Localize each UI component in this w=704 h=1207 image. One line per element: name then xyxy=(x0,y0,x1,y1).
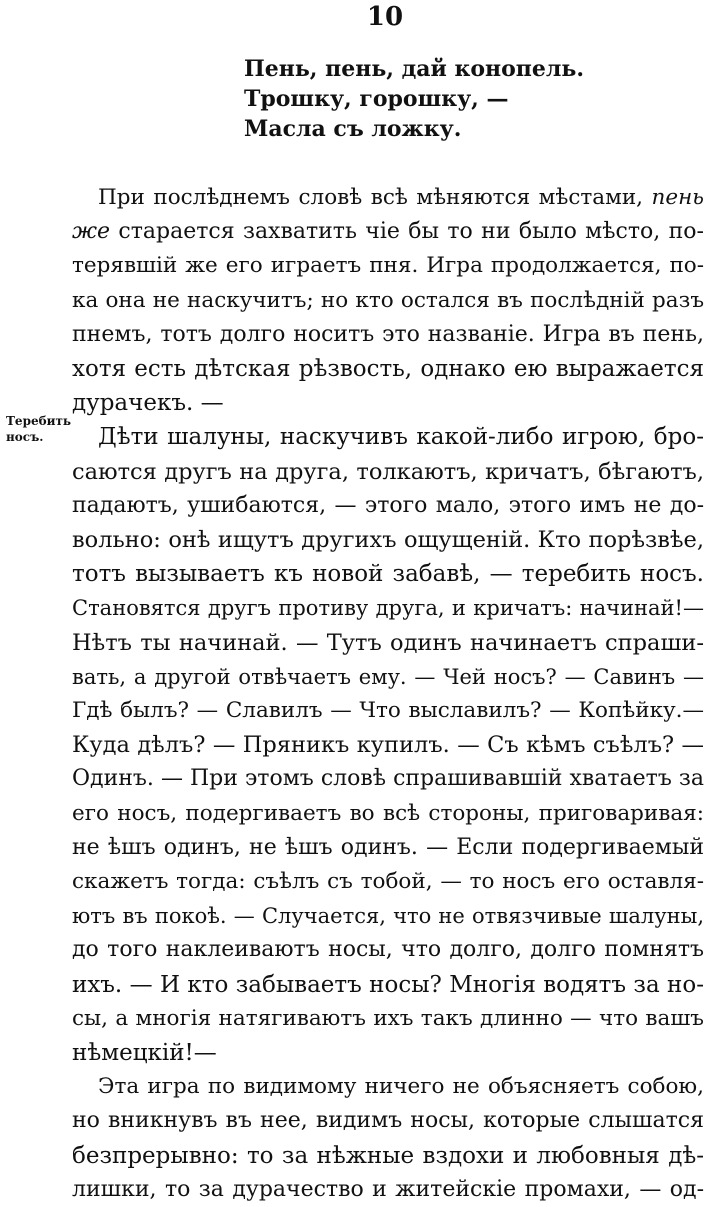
text-line: тотъ вызываетъ къ новой забавѣ, — теребить носъ. xyxy=(72,561,704,588)
text-line: скажетъ тогда: съѣлъ съ тобой, — то носъ его оставля- xyxy=(72,869,704,895)
text-line: ихъ. — И кто забываетъ носы? Многія водятъ за но- xyxy=(72,971,704,998)
text-line: пнемъ, тотъ долго носитъ это названіе. Игра въ пень, xyxy=(72,321,704,347)
text-line: дурачекъ. — xyxy=(72,390,224,417)
text-line: саются другъ на друга, толкаютъ, кричатъ, бѣгаютъ, xyxy=(72,458,704,485)
verse-line: Масла съ ложку. xyxy=(244,116,462,142)
text-line: нѣмецкій!— xyxy=(72,1040,217,1067)
text-segment: старается захватить чіе бы то ни было мѣсто, по- xyxy=(118,219,704,245)
text-line: но вникнувъ въ нее, видимъ носы, которые слышатся xyxy=(72,1108,704,1134)
margin-note xyxy=(6,413,71,445)
text-line: падаютъ, ушибаются, — этого мало, этого имъ не до- xyxy=(72,492,704,518)
text-line: Нѣтъ ты начинай. — Тутъ одинъ начинаетъ спраши- xyxy=(72,629,704,656)
text-line xyxy=(72,215,704,249)
text-line: безпрерывно: то за нѣжные вздохи и любовныя дѣ- xyxy=(72,1142,704,1169)
text-line: Дѣти шалуны, наскучивъ какой-либо игрою, бро- xyxy=(98,424,704,451)
text-segment: При послѣднемъ словѣ всѣ мѣняются мѣстами, xyxy=(98,185,644,210)
text-line: Одинъ. — При этомъ словѣ спрашивавшій хватаетъ за xyxy=(72,766,704,792)
text-line: Гдѣ былъ? — Славилъ — Что выславилъ? — Копѣйку.— xyxy=(72,698,704,724)
text-line: Куда дѣлъ? — Пряникъ купилъ. — Съ кѣмъ съѣлъ? — xyxy=(72,732,704,759)
body-text xyxy=(72,181,704,1207)
text-line: его носъ, подергиваетъ во всѣ стороны, приговаривая: xyxy=(72,800,704,826)
page-number: 10 xyxy=(366,2,404,32)
verse-line: Трошку, горошку, — xyxy=(244,86,509,112)
margin-note-line: Теребить xyxy=(6,414,72,428)
text-line: вать, а другой отвѣчаетъ ему. — Чей носъ? — Савинъ — xyxy=(72,664,704,689)
verse-line: Пень, пень, дай конопель. xyxy=(244,56,585,82)
text-line: не ѣшъ одинъ, не ѣшъ одинъ. — Если подергиваемый xyxy=(72,834,704,860)
text-line: ютъ въ покоѣ. — Случается, что не отвязчивые шалуны, xyxy=(72,904,704,929)
text-line: до того наклеиваютъ носы, что долго, долго помнятъ xyxy=(72,937,704,963)
text-line: терявшій же его играетъ пня. Игра продолжается, по- xyxy=(72,253,704,279)
margin-note-line: носъ. xyxy=(6,430,44,444)
text-line: лишки, то за дурачество и житейскіе промахи, — од- xyxy=(72,1176,704,1202)
italic-word: пень xyxy=(651,185,704,210)
verse-block xyxy=(244,54,584,144)
text-line: ка она не наскучитъ; но кто остался въ послѣдній разъ xyxy=(72,287,704,313)
text-line: вольно: онѣ ищутъ другихъ ощущеній. Кто порѣзвѣе, xyxy=(72,527,704,554)
text-line xyxy=(72,181,704,215)
text-line: сы, а многія натягиваютъ ихъ такъ длинно — что вашъ xyxy=(72,1005,704,1031)
italic-word: же xyxy=(72,219,111,245)
text-line: хотя есть дѣтская рѣзвость, однако ею выражается xyxy=(72,356,704,383)
text-line: Эта игра по видимому ничего не объясняетъ собою, xyxy=(98,1074,704,1100)
text-line: Становятся другъ противу друга, и кричатъ: начинай!— xyxy=(72,596,704,621)
